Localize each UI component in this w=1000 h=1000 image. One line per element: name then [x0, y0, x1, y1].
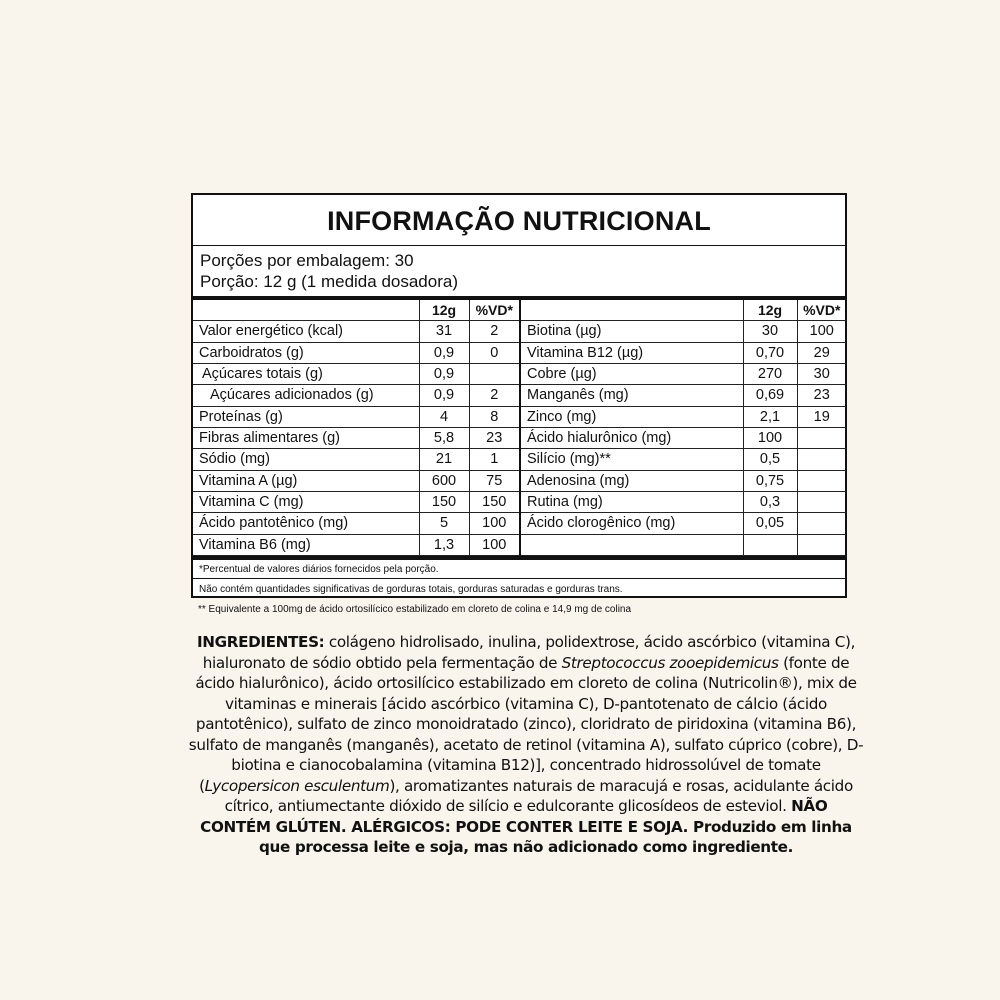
ingredients-label: INGREDIENTES: — [196, 633, 325, 651]
nutrient-dv — [797, 470, 846, 491]
nutrient-name: Zinco (mg) — [521, 406, 743, 427]
nutrient-name: Adenosina (mg) — [521, 470, 743, 491]
table-row — [193, 321, 520, 342]
nutrient-name — [521, 534, 743, 555]
nutrient-amount: 0,05 — [743, 513, 797, 534]
nutrient-amount: 31 — [419, 321, 469, 342]
table-row — [193, 449, 520, 470]
nutrient-name: Vitamina C (mg) — [193, 491, 419, 512]
dv-footnote: *Percentual de valores diários fornecidos pela porção. — [199, 564, 439, 575]
nutrient-dv — [797, 449, 846, 470]
table-row — [521, 427, 846, 448]
table-row — [521, 385, 846, 406]
nutrient-name: Fibras alimentares (g) — [193, 427, 419, 448]
table-row — [521, 513, 846, 534]
nutrient-dv — [797, 427, 846, 448]
nutrient-amount: 0,70 — [743, 342, 797, 363]
nutrient-name: Valor energético (kcal) — [193, 321, 419, 342]
ingredients-part3: ), aromatizantes naturais de maracujá e rosas, acidulante ácido cítrico, antiumectante dióxido de silício e edulcorante glicosídeos de esteviol. — [224, 776, 853, 815]
nutrient-tables — [193, 296, 845, 556]
header-amount: 12g — [419, 300, 469, 321]
nutrient-name: Ácido clorogênico (mg) — [521, 513, 743, 534]
table-row — [193, 363, 520, 384]
nutrient-dv: 100 — [469, 534, 520, 555]
nutrient-amount: 150 — [419, 491, 469, 512]
nutrient-name: Ácido hialurônico (mg) — [521, 427, 743, 448]
nutrient-dv: 100 — [469, 513, 520, 534]
nutrient-name: Rutina (mg) — [521, 491, 743, 512]
nutrient-amount: 0,9 — [419, 385, 469, 406]
nutrient-dv: 19 — [797, 406, 846, 427]
table-row — [193, 427, 520, 448]
table-row — [521, 321, 846, 342]
table-header-row — [193, 300, 520, 321]
nutrient-table-left — [193, 300, 521, 556]
nutrient-dv: 1 — [469, 449, 520, 470]
nutrient-table-right — [521, 300, 846, 556]
nutrient-amount: 2,1 — [743, 406, 797, 427]
table-row — [521, 449, 846, 470]
nutrient-amount: 30 — [743, 321, 797, 342]
nutrient-dv — [797, 513, 846, 534]
nutrient-amount: 0,69 — [743, 385, 797, 406]
nutrient-amount: 0,3 — [743, 491, 797, 512]
nutrient-name: Açúcares adicionados (g) — [193, 385, 419, 406]
nutrient-name: Biotina (µg) — [521, 321, 743, 342]
footnotes — [193, 556, 845, 598]
species-streptococcus: Streptococcus zooepidemicus — [561, 653, 779, 672]
nutrient-name: Açúcares totais (g) — [193, 363, 419, 384]
table-row — [193, 534, 520, 555]
nutrient-name: Vitamina A (µg) — [193, 470, 419, 491]
nutrient-dv — [797, 534, 846, 555]
header-dv: %VD* — [797, 300, 846, 321]
fats-footnote: Não contém quantidades significativas de gorduras totais, gorduras saturadas e gorduras trans. — [193, 578, 845, 598]
nutrient-dv — [469, 363, 520, 384]
nutrient-amount: 0,5 — [743, 449, 797, 470]
table-row — [193, 406, 520, 427]
nutrient-name: Carboidratos (g) — [193, 342, 419, 363]
table-row — [193, 491, 520, 512]
nutrient-amount: 0,9 — [419, 342, 469, 363]
species-lycopersicon: Lycopersicon esculentum — [204, 776, 390, 795]
servings-per-package: Porções por embalagem: 30 — [200, 251, 414, 270]
nutrient-dv: 29 — [797, 342, 846, 363]
table-row — [193, 342, 520, 363]
nutrient-name: Vitamina B6 (mg) — [193, 534, 419, 555]
nutrient-name: Ácido pantotênico (mg) — [193, 513, 419, 534]
table-row — [521, 363, 846, 384]
nutrient-amount — [743, 534, 797, 555]
nutrient-name: Cobre (µg) — [521, 363, 743, 384]
nutrient-amount: 270 — [743, 363, 797, 384]
nutrient-dv — [797, 491, 846, 512]
nutrient-amount: 5,8 — [419, 427, 469, 448]
nutrient-amount: 0,75 — [743, 470, 797, 491]
portion-size: Porção: 12 g (1 medida dosadora) — [200, 272, 458, 291]
table-header-row — [521, 300, 846, 321]
nutrient-dv: 100 — [797, 321, 846, 342]
table-row — [193, 470, 520, 491]
allergen-warning: NÃO CONTÉM GLÚTEN. ALÉRGICOS: PODE CONTER LEITE E SOJA. Produzido em linha que processa leite e soja, mas não adicionado como ingrediente. — [200, 797, 852, 856]
header-dv: %VD* — [469, 300, 520, 321]
nutrient-name: Silício (mg)** — [521, 449, 743, 470]
nutrient-amount: 4 — [419, 406, 469, 427]
nutrient-amount: 0,9 — [419, 363, 469, 384]
ingredients-part2: (fonte de ácido hialurônico), ácido ortosilícico estabilizado em cloreto de colina (Nutricolin®), mix de vitaminas e minerais [ácido ascórbico (vitamina C), D-pantotenato de cálcio (ácido pantotênico), sulfato de zinco monoidratado (zinco), cloridrato de piridoxina (vitamina B6), sulfato de manganês (manganês), acetato de retinol (vitamina A), sulfato cúprico (cobre), D-biotina e cianocobalamina (vitamina B12)], concentrado hidrossolúvel de tomate ( — [188, 653, 864, 795]
nutrient-dv: 75 — [469, 470, 520, 491]
ingredients-part1: colágeno hidrolisado, inulina, polidextrose, ácido ascórbico (vitamina C), hialuronato de sódio obtido pela fermentação de — [202, 633, 856, 672]
nutrition-facts-panel — [191, 193, 847, 598]
nutrient-amount: 100 — [743, 427, 797, 448]
silicon-footnote: ** Equivalente a 100mg de ácido ortosilícico estabilizado em cloreto de colina e 14,9 mg de colina — [198, 604, 632, 615]
panel-title: INFORMAÇÃO NUTRICIONAL — [193, 195, 845, 246]
nutrient-dv: 150 — [469, 491, 520, 512]
nutrient-dv: 2 — [469, 321, 520, 342]
nutrient-name: Sódio (mg) — [193, 449, 419, 470]
nutrient-name: Manganês (mg) — [521, 385, 743, 406]
header-nutrient — [521, 300, 743, 321]
nutrient-amount: 1,3 — [419, 534, 469, 555]
table-row — [521, 534, 846, 555]
nutrient-amount: 21 — [419, 449, 469, 470]
header-nutrient — [193, 300, 419, 321]
table-row — [193, 513, 520, 534]
nutrient-dv: 23 — [469, 427, 520, 448]
nutrient-dv: 0 — [469, 342, 520, 363]
nutrient-amount: 600 — [419, 470, 469, 491]
header-amount: 12g — [743, 300, 797, 321]
table-row — [521, 491, 846, 512]
nutrient-dv: 2 — [469, 385, 520, 406]
table-row — [521, 406, 846, 427]
table-row — [193, 385, 520, 406]
nutrient-dv: 23 — [797, 385, 846, 406]
nutrient-name: Vitamina B12 (µg) — [521, 342, 743, 363]
portion-info — [193, 246, 845, 296]
nutrient-dv: 8 — [469, 406, 520, 427]
table-row — [521, 470, 846, 491]
nutrient-dv: 30 — [797, 363, 846, 384]
ingredients-text — [188, 632, 864, 858]
table-row — [521, 342, 846, 363]
nutrient-name: Proteínas (g) — [193, 406, 419, 427]
nutrient-amount: 5 — [419, 513, 469, 534]
